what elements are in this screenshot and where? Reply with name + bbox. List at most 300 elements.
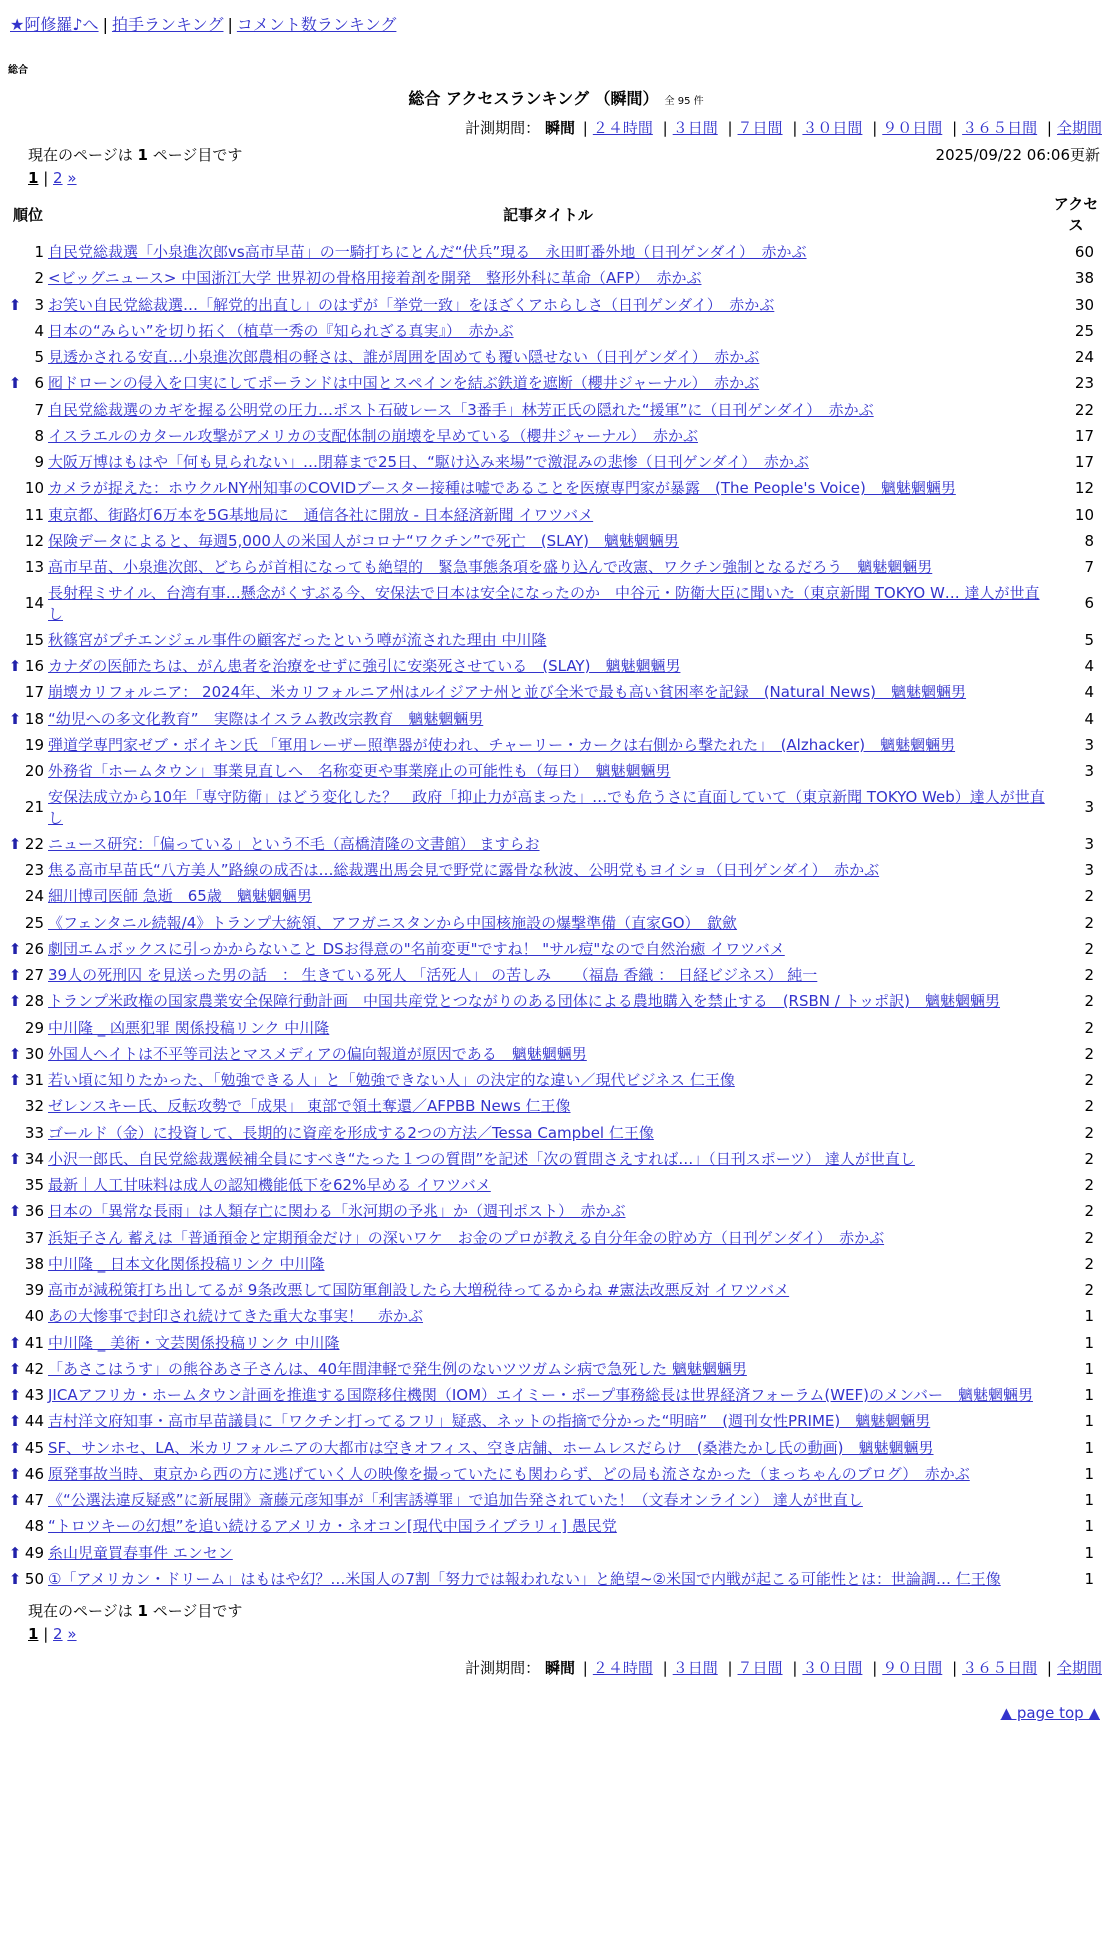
article-title-cell — [48, 528, 1048, 554]
article-title-link[interactable]: 秋篠宮がプチエンジェル事件の顧客だったという噂が流された理由 中川隆 — [48, 630, 547, 649]
table-row — [8, 1303, 1104, 1329]
article-title-cell — [48, 1251, 1048, 1277]
article-title-link[interactable]: JICAアフリカ・ホームタウン計画を推進する国際移住機関（IOM）エイミー・ポープ事務総長は世界経済フォーラム(WEF)のメンバー 魑魅魍魎男 — [48, 1386, 1033, 1404]
article-title-cell — [48, 1513, 1048, 1539]
rank-number: 44 — [24, 1412, 44, 1431]
access-count: 2 — [1084, 913, 1094, 932]
rank-up-arrow-icon: ⬆ — [8, 657, 22, 675]
rank-up-arrow-icon: ⬆ — [8, 966, 22, 984]
period-24h-link[interactable]: ２４時間 — [592, 1659, 653, 1677]
access-count: 2 — [1084, 1228, 1094, 1247]
article-title-cell — [48, 1172, 1048, 1198]
access-count: 1 — [1084, 1543, 1094, 1562]
rank-number: 23 — [24, 861, 44, 879]
access-count: 1 — [1084, 1464, 1094, 1483]
article-title-link[interactable]: “トロツキーの幻想”を追い続けるアメリカ・ネオコン[現代中国ライブラリィ] 愚民党 — [48, 1517, 617, 1536]
table-row — [8, 1146, 1104, 1172]
article-title-cell — [48, 627, 1048, 653]
rank-arrow-cell — [8, 857, 22, 883]
article-title-cell — [48, 784, 1048, 831]
article-title-cell — [48, 1225, 1048, 1251]
col-count-header: アクセス — [1053, 195, 1099, 234]
article-title-link[interactable]: 見透かされる安直…小泉進次郎農相の軽さは、誰が周囲を固めても覆い隠せない（日刊ゲンダイ） 赤かぶ — [48, 348, 760, 366]
rank-number: 7 — [34, 400, 44, 419]
pager-bottom: 1 | 2 » — [28, 1625, 77, 1643]
rank-up-arrow-icon: ⬆ — [8, 1386, 22, 1404]
rank-up-arrow-icon: ⬆ — [8, 1464, 22, 1483]
table-row — [8, 1251, 1104, 1277]
article-title-link[interactable]: 最新｜人工甘味料は成人の認知機能低下を62%早める イワツバメ — [48, 1176, 491, 1194]
article-title-link[interactable]: “幼児への多文化教育” 実際はイスラム教改宗教育 魑魅魍魎男 — [48, 709, 484, 728]
article-title-link[interactable]: 《“公選法違反疑惑”に新展開》斎藤元彦知事が「利害誘導罪」で追加告発されていた！（文春オンライン） 達人が世直し — [48, 1491, 863, 1509]
rank-number: 40 — [24, 1307, 44, 1326]
access-count: 3 — [1084, 834, 1094, 853]
access-count: 2 — [1084, 1254, 1094, 1273]
rank-number: 19 — [24, 735, 44, 754]
period-365d-link[interactable]: ３６５日間 — [962, 1659, 1038, 1677]
article-title-cell — [48, 1067, 1048, 1093]
rank-number: 27 — [24, 966, 44, 984]
table-row — [8, 528, 1104, 554]
nav-comment-ranking-link[interactable]: コメント数ランキング — [236, 15, 397, 34]
rank-arrow-cell — [8, 627, 22, 653]
article-title-cell — [48, 653, 1048, 679]
rank-number: 5 — [34, 348, 44, 366]
article-title-cell — [48, 1356, 1048, 1382]
rank-up-arrow-icon: ⬆ — [8, 1569, 22, 1588]
article-title-cell — [48, 1015, 1048, 1041]
article-title-link[interactable]: 長射程ミサイル、台湾有事…懸念がくすぶる今、安保法で日本は安全になったのか 中谷元・防衛大臣に聞いた（東京新聞 TOKYO W… 達人が世直し — [48, 584, 1040, 623]
rank-number: 2 — [34, 269, 44, 288]
table-row — [8, 292, 1104, 318]
access-count: 24 — [1074, 348, 1094, 366]
category-label: 総合 — [8, 65, 28, 76]
rank-number: 46 — [24, 1464, 44, 1483]
article-title-cell — [48, 1303, 1048, 1329]
rank-number: 41 — [24, 1333, 44, 1352]
rank-arrow-cell — [8, 449, 22, 475]
rank-number: 47 — [24, 1491, 44, 1509]
article-title-link[interactable]: イスラエルのカタール攻撃がアメリカの支配体制の崩壊を早めている（櫻井ジャーナル） 赤かぶ — [48, 426, 698, 445]
article-title-link[interactable]: 外国人ヘイトは不平等司法とマスメディアの偏向報道が原因である 魑魅魍魎男 — [48, 1044, 587, 1063]
rank-number: 35 — [24, 1176, 44, 1194]
article-title-link[interactable]: 囮ドローンの侵入を口実にしてポーランドは中国とスペインを結ぶ鉄道を遮断（櫻井ジャーナル） 赤かぶ — [48, 374, 760, 393]
table-row — [8, 370, 1104, 396]
rank-up-arrow-icon: ⬆ — [8, 295, 22, 314]
table-row — [8, 784, 1104, 831]
article-title-link[interactable]: 日本の“みらい”を切り拓く（植草一秀の『知られざる真実』） 赤かぶ — [48, 321, 514, 340]
rank-number: 32 — [24, 1097, 44, 1116]
table-row — [8, 831, 1104, 857]
access-count: 2 — [1084, 939, 1094, 958]
rank-number: 14 — [24, 594, 44, 613]
table-row — [8, 1330, 1104, 1356]
total-count: 全 95 件 — [664, 96, 704, 107]
rank-number: 45 — [24, 1438, 44, 1457]
table-row — [8, 706, 1104, 732]
article-title-link[interactable]: 中川隆 _ 美術・文芸関係投稿リンク 中川隆 — [48, 1333, 340, 1352]
access-count: 38 — [1074, 269, 1094, 288]
article-title-link[interactable]: 原発事故当時、東京から西の方に逃げていく人の映像を撮っていたにも関わらず、どの局も流さなかった（まっちゃんのブログ） 赤かぶ — [48, 1464, 970, 1483]
rank-up-arrow-icon: ⬆ — [8, 1044, 22, 1063]
pager-page-2-link[interactable]: 2 — [53, 169, 63, 187]
table-row — [8, 910, 1104, 936]
table-row — [8, 1408, 1104, 1434]
rank-number: 34 — [24, 1149, 44, 1168]
article-title-cell — [48, 239, 1048, 265]
rank-arrow-cell — [8, 883, 22, 909]
period-90d-link[interactable]: ９０日間 — [882, 119, 943, 137]
rank-number: 24 — [24, 887, 44, 906]
table-row — [8, 1382, 1104, 1408]
access-count: 6 — [1084, 594, 1094, 613]
rank-arrow-cell — [8, 1277, 22, 1303]
access-count: 2 — [1084, 992, 1094, 1011]
table-row — [8, 1566, 1104, 1592]
rank-arrow-cell — [8, 1251, 22, 1277]
access-count: 5 — [1084, 630, 1094, 649]
period-label: 計測期間： — [465, 119, 541, 137]
article-title-link[interactable]: 保険データによると、毎週5,000人の米国人がコロナ“ワクチン”で死亡 (SLAY) 魑魅魍魎男 — [48, 531, 679, 550]
article-title-cell — [48, 857, 1048, 883]
access-count: 2 — [1084, 1071, 1094, 1089]
rank-up-arrow-icon: ⬆ — [8, 709, 22, 728]
article-title-link[interactable]: 浜矩子さん 蓄えは「普通預金と定期預金だけ」の深いワケ お金のプロが教える自分年金の貯め方（日刊ゲンダイ） 赤かぶ — [48, 1228, 885, 1247]
article-title-cell — [48, 265, 1048, 291]
access-count: 30 — [1074, 295, 1094, 314]
table-row — [8, 239, 1104, 265]
article-title-cell — [48, 1277, 1048, 1303]
table-row — [8, 1356, 1104, 1382]
page-top-link[interactable]: ▲ page top ▲ — [1000, 1704, 1100, 1722]
rank-arrow-cell — [8, 1120, 22, 1146]
article-title-cell — [48, 1408, 1048, 1434]
article-title-cell — [48, 397, 1048, 423]
page-top — [0, 1704, 1112, 1722]
table-row — [8, 265, 1104, 291]
rank-arrow-cell — [8, 502, 22, 528]
rank-number: 10 — [24, 479, 44, 498]
rank-arrow-cell — [8, 910, 22, 936]
rank-arrow-cell — [8, 397, 22, 423]
rank-arrow-cell — [8, 344, 22, 370]
article-title-link[interactable]: ゼレンスキー氏、反転攻勢で「成果」 東部で領土奪還／AFPBB News 仁王像 — [48, 1097, 571, 1116]
article-title-cell — [48, 1146, 1048, 1172]
rank-number: 1 — [34, 243, 44, 261]
table-row — [8, 1041, 1104, 1067]
table-row — [8, 1277, 1104, 1303]
nav-separator: | — [227, 15, 233, 34]
period-all-link[interactable]: 全期間 — [1056, 119, 1102, 137]
rank-up-arrow-icon: ⬆ — [8, 939, 22, 958]
table-row — [8, 475, 1104, 501]
article-title-link[interactable]: 外務省「ホームタウン」事業見直しへ 名称変更や事業廃止の可能性も（毎日） 魑魅魍魎男 — [48, 762, 671, 780]
rank-arrow-cell — [8, 265, 22, 291]
rank-up-arrow-icon: ⬆ — [8, 1333, 22, 1352]
rank-up-arrow-icon: ⬆ — [8, 1071, 22, 1089]
access-count: 2 — [1084, 1149, 1094, 1168]
access-count: 1 — [1084, 1412, 1094, 1431]
access-count: 4 — [1084, 709, 1094, 728]
article-title-cell — [48, 1120, 1048, 1146]
rank-number: 50 — [24, 1569, 44, 1588]
article-title-link[interactable]: 39人の死刑囚 を見送った男の話 ： 生きている死人 「活死人」 の苦しみ （福島 香織 ： 日経ビジネス） 純一 — [48, 966, 818, 984]
table-row — [8, 1198, 1104, 1224]
nav-asyura-link[interactable]: ★阿修羅♪へ — [10, 15, 99, 34]
article-title-cell — [48, 1566, 1048, 1592]
access-count: 2 — [1084, 887, 1094, 906]
article-title-cell — [48, 1382, 1048, 1408]
article-title-cell — [48, 1487, 1048, 1513]
table-row — [8, 318, 1104, 344]
article-title-cell — [48, 758, 1048, 784]
rank-up-arrow-icon: ⬆ — [8, 1543, 22, 1562]
article-title-link[interactable]: トランプ米政権の国家農業安全保障行動計画 中国共産党とつながりのある団体による農地購入を禁止する (RSBN / トッポ訳) 魑魅魍魎男 — [48, 992, 1001, 1011]
pager-next-link[interactable]: » — [67, 1625, 77, 1643]
rank-number: 39 — [24, 1281, 44, 1299]
access-count: 2 — [1084, 1281, 1094, 1299]
table-row — [8, 936, 1104, 962]
table-row — [8, 1067, 1104, 1093]
rank-up-arrow-icon: ⬆ — [8, 1202, 22, 1221]
period-current: 瞬間 — [544, 119, 575, 137]
article-title-cell — [48, 370, 1048, 396]
rank-number: 29 — [24, 1018, 44, 1037]
article-title-cell — [48, 706, 1048, 732]
article-title-cell — [48, 988, 1048, 1014]
rank-number: 33 — [24, 1123, 44, 1142]
article-title-link[interactable]: お笑い自民党総裁選…「解党的出直し」のはずが「挙党一致」をほざくアホらしさ（日刊ゲンダイ） 赤かぶ — [48, 295, 775, 314]
article-title-cell — [48, 423, 1048, 449]
access-count: 4 — [1084, 657, 1094, 675]
access-count: 25 — [1074, 321, 1094, 340]
article-title-link[interactable]: ゴールド（金）に投資して、長期的に資産を形成する2つの方法／Tessa Campbel 仁王像 — [48, 1123, 654, 1142]
table-row — [8, 627, 1104, 653]
rank-arrow-cell — [8, 1513, 22, 1539]
article-title-cell — [48, 936, 1048, 962]
rank-number: 6 — [34, 374, 44, 393]
article-title-link[interactable]: 東京都、街路灯6万本を5G基地局に 通信各社に開放 - 日本経済新聞 イワツバメ — [48, 505, 594, 524]
pager-page-2-link[interactable]: 2 — [53, 1625, 63, 1643]
page-info — [0, 138, 1112, 165]
table-row — [8, 554, 1104, 580]
article-title-link[interactable]: 弾道学専門家ゼブ・ボイキン氏 「軍用レーザー照準器が使われ、チャーリー・カークは右側から撃たれた」 (Alzhacker) 魑魅魍魎男 — [48, 735, 956, 754]
table-row — [8, 1487, 1104, 1513]
rank-number: 26 — [24, 939, 44, 958]
table-row — [8, 988, 1104, 1014]
rank-up-arrow-icon: ⬆ — [8, 1149, 22, 1168]
pager-current: 1 — [28, 169, 39, 187]
rank-number: 31 — [24, 1071, 44, 1089]
period-3d-link[interactable]: ３日間 — [672, 1659, 718, 1677]
article-title-link[interactable]: 劇団エムボックスに引っかからないこと DSお得意の"名前変更"ですね！ "サル痘"なので自然治癒 イワツバメ — [48, 939, 785, 958]
article-title-cell — [48, 1435, 1048, 1461]
period-all-link[interactable]: 全期間 — [1056, 1659, 1102, 1677]
access-count: 2 — [1084, 1044, 1094, 1063]
article-title-link[interactable]: 自民党総裁選のカギを握る公明党の圧力…ポスト石破レース「3番手」林芳正氏の隠れた“援軍”に（日刊ゲンダイ） 赤かぶ — [48, 400, 874, 419]
rank-number: 28 — [24, 992, 44, 1011]
period-365d-link[interactable]: ３６５日間 — [962, 119, 1038, 137]
period-7d-link[interactable]: ７日間 — [737, 1659, 783, 1677]
pager-top: 1 | 2 » — [28, 169, 77, 187]
rank-number: 48 — [24, 1517, 44, 1536]
article-title-cell — [48, 344, 1048, 370]
rank-number: 15 — [24, 630, 44, 649]
table-row — [8, 653, 1104, 679]
access-count: 2 — [1084, 1018, 1094, 1037]
period-3d-link[interactable]: ３日間 — [672, 119, 718, 137]
article-title-link[interactable]: <ビッグニュース> 中国浙江大学 世界初の骨格用接着剤を開発 整形外科に革命（AFP） 赤かぶ — [48, 269, 702, 288]
table-row — [8, 1120, 1104, 1146]
article-title-link[interactable]: 細川博司医師 急逝 65歳 魑魅魍魎男 — [48, 887, 312, 906]
rank-number: 42 — [24, 1359, 44, 1378]
article-title-link[interactable]: 中川隆 _ 日本文化関係投稿リンク 中川隆 — [48, 1254, 325, 1273]
period-7d-link[interactable]: ７日間 — [737, 119, 783, 137]
period-24h-link[interactable]: ２４時間 — [592, 119, 653, 137]
article-title-cell — [48, 910, 1048, 936]
article-title-link[interactable]: 若い頃に知りたかった、「勉強できる人」と「勉強できない人」の決定的な違い／現代ビジネス 仁王像 — [48, 1071, 735, 1089]
rank-number: 11 — [24, 505, 44, 524]
access-count: 7 — [1084, 558, 1094, 576]
nav-applause-ranking-link[interactable]: 拍手ランキング — [111, 15, 224, 34]
rank-arrow-cell — [8, 784, 22, 831]
article-title-link[interactable]: 日本の「異常な長雨」は人類存亡に関わる「氷河期の予兆」か（週刊ポスト） 赤かぶ — [48, 1202, 626, 1221]
table-row — [8, 758, 1104, 784]
article-title-link[interactable]: SF、サンホセ、LA、米カリフォルニアの大都市は空きオフィス、空き店舗、ホームレスだらけ (桑港たかし氏の動画) 魑魅魍魎男 — [48, 1438, 934, 1457]
article-title-cell — [48, 449, 1048, 475]
rank-number: 9 — [34, 453, 44, 471]
rank-up-arrow-icon: ⬆ — [8, 374, 22, 393]
period-90d-link[interactable]: ９０日間 — [882, 1659, 943, 1677]
access-count: 3 — [1084, 762, 1094, 780]
rank-arrow-cell — [8, 758, 22, 784]
pager-next-link[interactable]: » — [67, 169, 77, 187]
article-title-cell — [48, 1198, 1048, 1224]
rank-arrow-cell — [8, 679, 22, 705]
rank-up-arrow-icon: ⬆ — [8, 992, 22, 1011]
article-title-cell — [48, 1330, 1048, 1356]
page-info-bottom: 現在のページは 1 ページ目です — [28, 1602, 243, 1620]
period-30d-link[interactable]: ３０日間 — [802, 1659, 863, 1677]
rank-arrow-cell — [8, 475, 22, 501]
rank-arrow-cell — [8, 554, 22, 580]
article-title-link[interactable]: 安保法成立から10年「専守防衛」はどう変化した？ 政府「抑止力が高まった」…でも危うさに直面していて（東京新聞 TOKYO Web）達人が世直し — [48, 788, 1045, 827]
access-count: 1 — [1084, 1569, 1094, 1588]
table-row — [8, 883, 1104, 909]
access-count: 2 — [1084, 1097, 1094, 1116]
rank-number: 30 — [24, 1044, 44, 1063]
table-row — [8, 344, 1104, 370]
ranking-table — [8, 189, 1104, 1592]
article-title-link[interactable]: あの大惨事で封印され続けてきた重大な事実！ 赤かぶ — [48, 1307, 424, 1326]
article-title-link[interactable]: 高市早苗、小泉進次郎、どちらが首相になっても絶望的 緊急事態条項を盛り込んで改憲、ワクチン強制となるだろう 魑魅魍魎男 — [48, 558, 933, 576]
access-count: 1 — [1084, 1438, 1094, 1457]
access-count: 2 — [1084, 1123, 1094, 1142]
rank-arrow-cell — [8, 1303, 22, 1329]
rank-arrow-cell — [8, 318, 22, 344]
ranking-title: 総合 アクセスランキング （瞬間） — [408, 89, 659, 108]
access-count: 1 — [1084, 1386, 1094, 1404]
rank-number: 43 — [24, 1386, 44, 1404]
table-row — [8, 1015, 1104, 1041]
period-30d-link[interactable]: ３０日間 — [802, 119, 863, 137]
rank-number: 49 — [24, 1543, 44, 1562]
access-count: 2 — [1084, 1202, 1094, 1221]
table-row — [8, 397, 1104, 423]
rank-arrow-cell — [8, 580, 22, 627]
rank-arrow-cell — [8, 239, 22, 265]
table-row — [8, 1172, 1104, 1198]
article-title-link[interactable]: 《フェンタニル続報/4》トランプ大統領、アフガニスタンから中国核施設の爆撃準備（直家GO） 歙歛 — [48, 913, 738, 932]
article-title-cell — [48, 1540, 1048, 1566]
article-title-cell — [48, 883, 1048, 909]
rank-number: 37 — [24, 1228, 44, 1247]
rank-up-arrow-icon: ⬆ — [8, 1438, 22, 1457]
access-count: 3 — [1084, 861, 1094, 879]
article-title-link[interactable]: ニュース研究：「偏っている」という不毛（高橋清隆の文書館） ますらお — [48, 834, 540, 853]
table-row — [8, 423, 1104, 449]
rank-up-arrow-icon: ⬆ — [8, 1491, 22, 1509]
access-count: 1 — [1084, 1491, 1094, 1509]
article-title-link[interactable]: 崩壊カリフォルニア： 2024年、米カリフォルニア州はルイジアナ州と並び全米で最も高い貧困率を記録 (Natural News) 魑魅魍魎男 — [48, 683, 967, 702]
rank-number: 22 — [24, 834, 44, 853]
article-title-link[interactable]: 焦る高市早苗氏“八方美人”路線の成否は…総裁選出馬会見で野党に露骨な秋波、公明党もヨイショ（日刊ゲンダイ） 赤かぶ — [48, 861, 880, 879]
access-count: 1 — [1084, 1307, 1094, 1326]
article-title-link[interactable]: ①「アメリカン・ドリーム」はもはや幻？…米国人の7割「努力では報われない」と絶望~②米国で内戦が起こる可能性とは：世論調… 仁王像 — [48, 1569, 1001, 1588]
access-count: 17 — [1074, 426, 1094, 445]
article-title-link[interactable]: カナダの医師たちは、がん患者を治療をせずに強引に安楽死させている (SLAY) 魑魅魍魎男 — [48, 657, 681, 675]
article-title-link[interactable]: 吉村洋文府知事・高市早苗議員に「ワクチン打ってるフリ」疑惑、ネットの指摘で分かった“明暗” (週刊女性PRIME) 魑魅魍魎男 — [48, 1412, 931, 1431]
rank-up-arrow-icon: ⬆ — [8, 834, 22, 853]
access-count: 3 — [1084, 735, 1094, 754]
top-navigation — [0, 0, 1112, 35]
access-count: 10 — [1074, 505, 1094, 524]
access-count: 1 — [1084, 1333, 1094, 1352]
article-title-link[interactable]: カメラが捉えた：ホウクルNY州知事のCOVIDブースター接種は嘘であることを医療専門家が暴露 (The People's Voice) 魑魅魍魎男 — [48, 479, 956, 498]
table-row — [8, 449, 1104, 475]
article-title-cell — [48, 580, 1048, 627]
rank-number: 21 — [24, 798, 44, 817]
article-title-cell — [48, 554, 1048, 580]
rank-number: 18 — [24, 709, 44, 728]
access-count: 23 — [1074, 374, 1094, 393]
rank-number: 20 — [24, 762, 44, 780]
table-row — [8, 1513, 1104, 1539]
rank-up-arrow-icon: ⬆ — [8, 1412, 22, 1431]
access-count: 22 — [1074, 400, 1094, 419]
rank-number: 4 — [34, 321, 44, 340]
access-count: 12 — [1074, 479, 1094, 498]
access-count: 1 — [1084, 1517, 1094, 1536]
access-count: 3 — [1084, 798, 1094, 817]
article-title-link[interactable]: 糸山児童買春事件 エンセン — [48, 1543, 233, 1562]
rank-arrow-cell — [8, 423, 22, 449]
article-title-link[interactable]: 「あさこはうす」の熊谷あさ子さんは、40年間津軽で発生例のないツツガムシ病で急死した 魑魅魍魎男 — [48, 1359, 747, 1378]
article-title-link[interactable]: 大阪万博はもはや「何も見られない」…閉幕まで25日、“駆け込み来場”で激混みの悲惨（日刊ゲンダイ） 赤かぶ — [48, 453, 809, 471]
article-title-link[interactable]: 高市が減税策打ち出してるが 9条改悪して国防軍創設したら大増税待ってるからね #憲法改悪反対 イワツバメ — [48, 1281, 790, 1299]
article-title-cell — [48, 318, 1048, 344]
col-title-header: 記事タイトル — [503, 205, 593, 224]
access-count: 4 — [1084, 683, 1094, 702]
article-title-link[interactable]: 自民党総裁選「小泉進次郎vs高市早苗」の一騎打ちにとんだ“伏兵”現る 永田町番外地（日刊ゲンダイ） 赤かぶ — [48, 243, 807, 261]
table-header-row — [8, 189, 1104, 239]
table-row — [8, 1093, 1104, 1119]
article-title-cell — [48, 502, 1048, 528]
rank-number: 38 — [24, 1254, 44, 1273]
access-count: 2 — [1084, 1176, 1094, 1194]
article-title-link[interactable]: 小沢一郎氏、自民党総裁選候補全員にすべき“たった１つの質問”を記述「次の質問さえすれば…」（日刊スポーツ） 達人が世直し — [48, 1149, 915, 1168]
article-title-link[interactable]: 中川隆 _ 凶悪犯罪 関係投稿リンク 中川隆 — [48, 1018, 330, 1037]
